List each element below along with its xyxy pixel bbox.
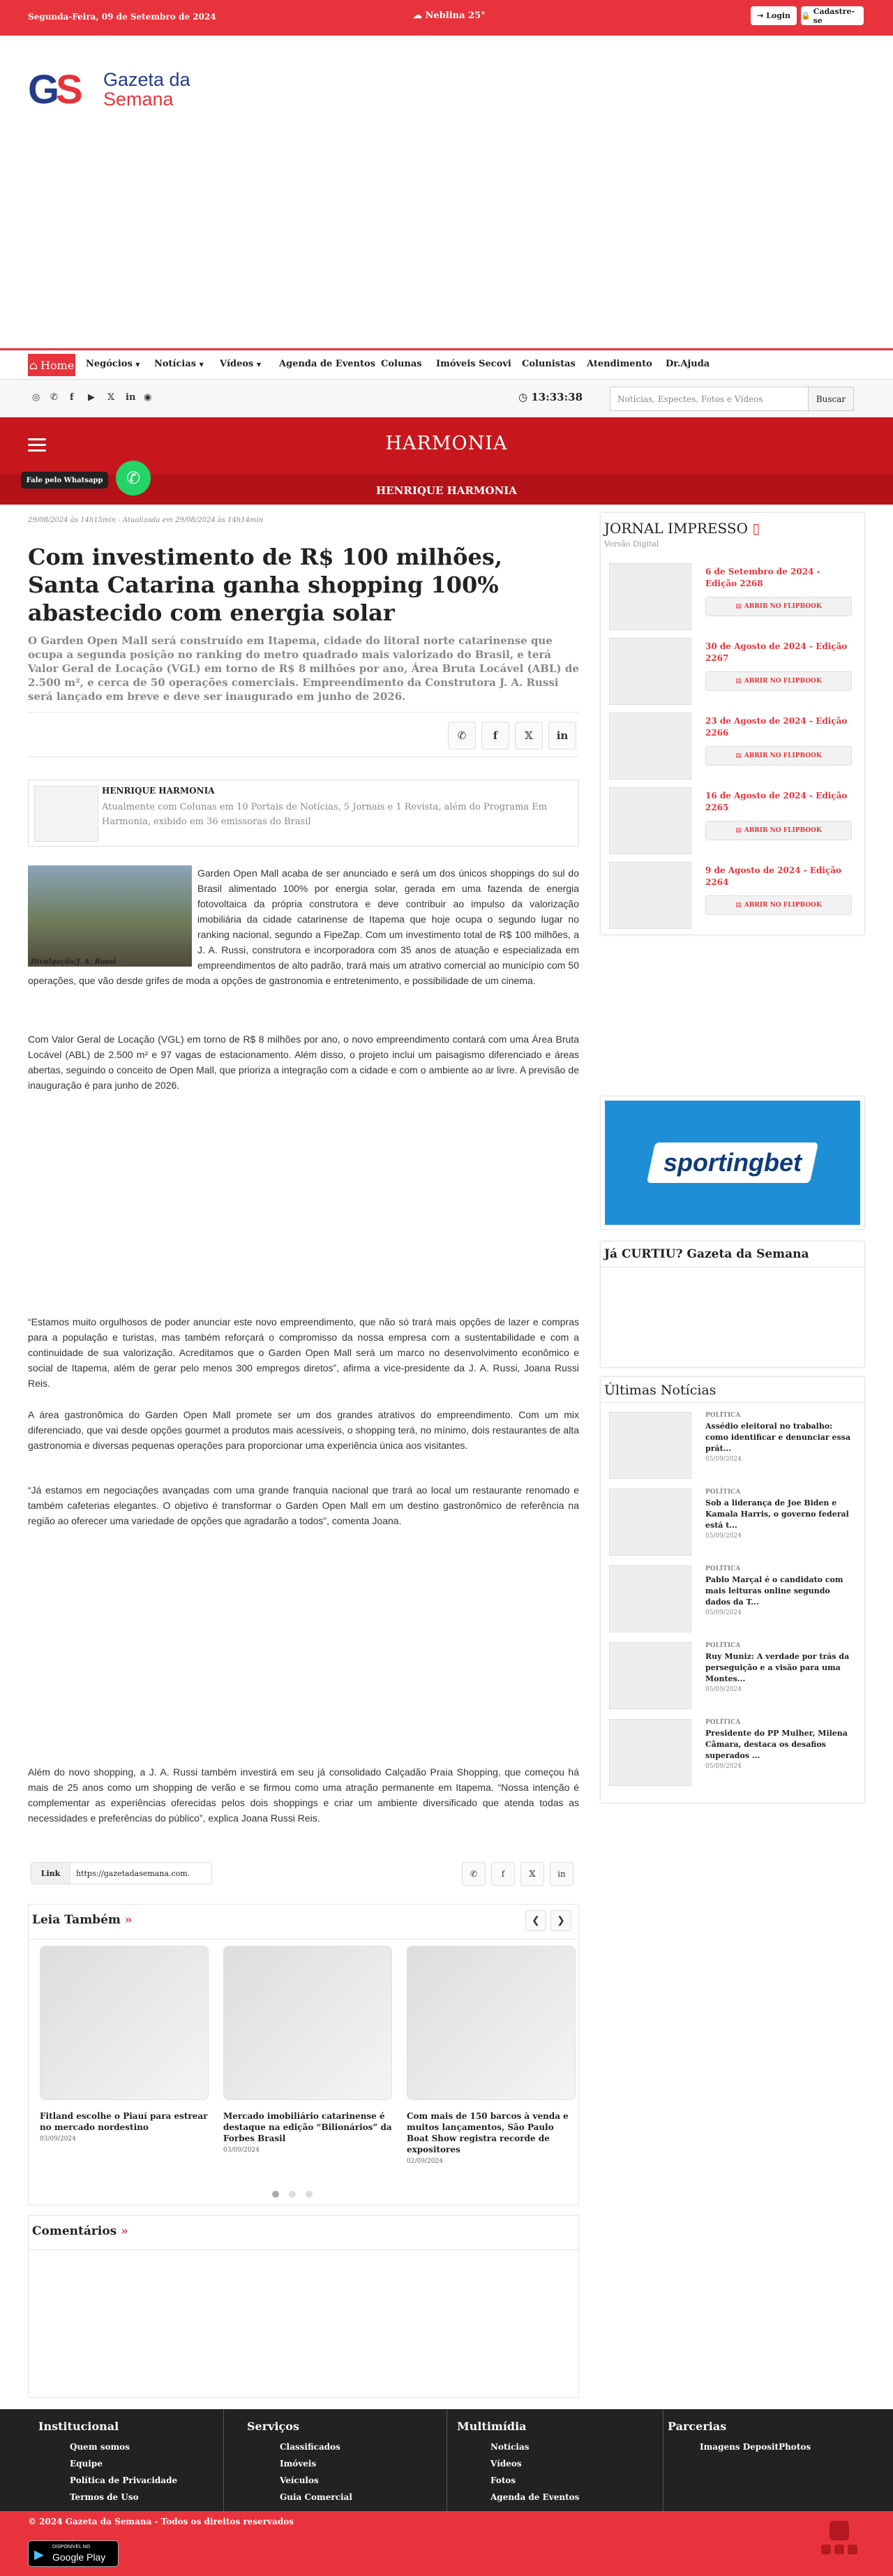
news-category: POLÍTICA [705, 1565, 741, 1572]
article-paragraph-1 [28, 865, 579, 988]
footer-col-title: Serviços [247, 2420, 299, 2433]
apps-icon[interactable] [848, 2545, 857, 2554]
paragraph-text: Garden Open Mall acaba de ser anunciado e será um dos únicos shoppings do sul do Brasil alimentado 100% por energia solar, gerada em uma fazenda de energia fotovoltaica da própria construtora e deve contribuir ao impulso da valorização imobiliária da cidade catarinense de Itapema que hoje ocupa o segundo lugar no ranking nacional, segundo a FipeZap. Com um investimento total de R$ 100 milhões, a J. A. Russi, construtora e incorporadora com 35 anos de atuação e especializada em empreendimentos de alto padrão, trará mais um atrativo comercial ao município com 50 operações, que vão desde grifes de moda a opções de gastronomia e entretenimento, e possibilidade de um cinema. [28, 868, 579, 986]
carousel-dot[interactable] [306, 2191, 313, 2198]
edition-item[interactable] [609, 713, 853, 780]
link-label: Link [31, 1863, 70, 1884]
article-paragraph-6: Além do novo shopping, a J. A. Russi também investirá em seu já consolidado Calçadão Praia Shopping, que começou há mais de 25 anos como um shopping de verão e se firmou como uma atração permanente em Itapema. “Nossa intenção é complementar as experiências oferecidas pelos dois shoppings e criar um ambiente diversificado que atenda todas as necessidades e preferências do público”, explica Joana Russi Reis. [28, 1766, 579, 1824]
nav-noticias[interactable] [154, 359, 204, 369]
footer-link[interactable]: Classificados [280, 2442, 340, 2452]
comments-title-text: Comentários [32, 2224, 117, 2238]
footer-link[interactable]: Imóveis [280, 2459, 317, 2469]
footer-link[interactable]: Quem somos [70, 2442, 130, 2452]
nav-colunistas[interactable]: Colunistas [522, 359, 576, 369]
flipbook-label: ABRIR NO FLIPBOOK [744, 678, 822, 685]
related-image [223, 1946, 392, 2100]
nav-imoveis[interactable]: Imóveis Secovi [436, 359, 511, 369]
news-title: Presidente do PP Mulher, Milena Câmara, destaca os desafios superados ... [705, 1729, 848, 1760]
sub-bar [0, 380, 893, 417]
linkedin-icon: in [556, 729, 569, 742]
jornal-impresso-box [600, 512, 865, 935]
news-item[interactable] [609, 1719, 853, 1786]
news-title: Pablo Marçal é o candidato com mais leituras online segundo dados da T... [705, 1575, 843, 1607]
article-paragraph-4: A área gastronômica do Garden Open Mall promete ser um dos grandes atrativos do empreendimento. Com um mix diferenciado, que vai desde opções gourmet a produtos mais acessíveis, o shopping terá, no mínimo, dois restaurantes de alta gastronomia e diversas pequenas operações para proporcionar uma experiência única aos visitantes. [28, 1409, 579, 1451]
linkedin-icon: in [557, 1869, 566, 1879]
copyright: © 2024 Gazeta da Semana - Todos os direitos reservados [28, 2517, 294, 2526]
share-linkedin[interactable] [548, 722, 576, 750]
share-facebook[interactable] [491, 1862, 515, 1886]
edition-cover [609, 563, 691, 630]
author-box [28, 780, 579, 847]
edition-title: 9 de Agosto de 2024 - Edição 2264 [705, 865, 842, 887]
mobile-icon: ▯ [752, 520, 760, 537]
ad-box [600, 1096, 865, 1230]
carousel-prev-button[interactable] [525, 1910, 546, 1931]
article-meta: 29/08/2024 às 14h15min - Atualizada em 29/08/2024 às 14h14min [28, 516, 264, 524]
edition-title: 6 de Setembro de 2024 - Edição 2268 [705, 567, 820, 588]
facebook-icon: f [501, 1869, 505, 1879]
column-title: HARMONIA [385, 433, 508, 454]
search-button[interactable]: Buscar [808, 387, 854, 411]
related-card-title: Fitland escolhe o Piauí para estrear no mercado nordestino [40, 2111, 208, 2132]
file-icon: ▤ [735, 902, 742, 909]
ad-logo [647, 1142, 818, 1183]
related-image [40, 1946, 209, 2100]
instagram-icon[interactable]: ◎ [32, 392, 40, 403]
related-card-date: 03/09/2024 [223, 2147, 260, 2154]
news-thumb [609, 1642, 691, 1709]
divider [601, 1402, 864, 1403]
news-title: Sob a liderança de Joe Biden e Kamala Harris, o governo federal está t... [705, 1498, 849, 1530]
news-thumb [609, 1412, 691, 1479]
weather [413, 10, 486, 21]
weather-text: Neblina 25° [425, 10, 486, 21]
lock-icon: 🔒 [801, 11, 811, 20]
apps-icon[interactable] [821, 2545, 831, 2554]
double-chevron-icon: » [124, 1913, 133, 1927]
column-host: HENRIQUE HARMONIA [376, 484, 517, 497]
article-paragraph-5: “Já estamos em negociações avançadas com uma grande franquia nacional que trará ao local um restaurante renomado e também cafeterias elegantes. O objetivo é transformar o Garden Open Mall em um destino gastronômico de referência na região ao oferecer uma variedade de opções que agradarão a todos”, comenta Joana. [28, 1484, 579, 1526]
logo-text-line1: Gazeta da [103, 69, 190, 90]
news-item[interactable] [609, 1642, 853, 1709]
cloud-icon: ☁ [413, 10, 422, 21]
top-bar [0, 0, 893, 36]
current-date: Segunda-Feira, 09 de Setembro de 2024 [28, 12, 216, 22]
news-thumb [609, 1719, 691, 1786]
nav-label: Vídeos [220, 359, 254, 369]
menu-icon[interactable] [28, 438, 46, 452]
whatsapp-icon: ✆ [126, 468, 141, 488]
main-nav [0, 348, 893, 380]
flipbook-button[interactable] [705, 895, 852, 915]
edition-cover [609, 638, 691, 705]
whatsapp-icon[interactable]: ✆ [50, 392, 58, 403]
related-card[interactable] [223, 1946, 392, 2154]
related-card-title: Com mais de 150 barcos à venda e muitos lançamentos, São Paulo Boat Show registra recorde de expositores [407, 2111, 569, 2154]
file-icon: ▤ [735, 678, 742, 685]
logo-text-line2: Semana [103, 89, 174, 110]
news-thumb [609, 1565, 691, 1632]
comments-title [32, 2224, 128, 2238]
related-card-date: 02/09/2024 [407, 2158, 443, 2165]
article-title: Com investimento de R$ 100 milhões, Santa Catarina ganha shopping 100% abastecido com energia solar [28, 544, 502, 626]
news-date: 05/09/2024 [705, 1686, 742, 1693]
svg-text:S: S [56, 67, 83, 112]
nav-home-label: Home [40, 358, 75, 372]
flipbook-button[interactable] [705, 746, 852, 766]
edition-cover [609, 862, 691, 929]
news-date: 05/09/2024 [705, 1533, 742, 1540]
register-button[interactable] [801, 6, 864, 25]
link-box [31, 1862, 212, 1884]
footer-link[interactable]: Guia Comercial [280, 2492, 352, 2502]
nav-drajuda[interactable]: Dr.Ajuda [666, 359, 710, 369]
footer-col [223, 2409, 446, 2511]
news-date: 05/09/2024 [705, 1763, 742, 1770]
footer-link[interactable]: Agenda de Eventos [490, 2492, 580, 2502]
flipbook-button[interactable] [705, 671, 852, 691]
login-icon: ⇥ [756, 11, 764, 20]
carousel-dot[interactable] [289, 2191, 296, 2198]
news-item[interactable] [609, 1489, 853, 1556]
footer-link[interactable]: Equipe [70, 2459, 103, 2469]
news-item[interactable] [609, 1565, 853, 1632]
play-icon: ▶ [34, 2547, 44, 2562]
footer-link[interactable]: Termos de Uso [70, 2492, 139, 2502]
footer-col-title: Parcerias [668, 2420, 727, 2433]
flipbook-button[interactable] [705, 597, 852, 616]
flipbook-label: ABRIR NO FLIPBOOK [744, 902, 822, 909]
bottom-bar [0, 2511, 893, 2576]
facebook-icon[interactable]: f [70, 392, 74, 403]
footer-link[interactable]: Imagens DepositPhotos [700, 2442, 811, 2452]
author-avatar [34, 786, 98, 842]
footer-link[interactable]: Política de Privacidade [70, 2476, 178, 2485]
search-input[interactable]: Notícias, Espectes, Fotos e Vídeos [610, 387, 809, 411]
news-title: Ruy Muniz: A verdade por trás da perseguição e a visão para uma Montes... [705, 1652, 850, 1683]
related-title-text: Leia Também [32, 1913, 121, 1927]
caret-down-icon: ▼ [256, 361, 262, 368]
footer-link[interactable]: Veículos [280, 2476, 319, 2485]
news-item[interactable] [609, 1412, 853, 1479]
apps-icon[interactable] [834, 2545, 844, 2554]
share-x[interactable] [515, 722, 543, 750]
news-category: POLÍTICA [705, 1412, 741, 1419]
nav-negocios[interactable] [86, 359, 140, 369]
edition-title: 16 de Agosto de 2024 - Edição 2265 [705, 791, 848, 812]
nav-label: Negócios [86, 359, 133, 369]
footer-col [0, 2409, 223, 2511]
carousel-dot-active[interactable] [272, 2191, 279, 2198]
whatsapp-icon: ✆ [470, 1869, 478, 1879]
edition-cover [609, 713, 691, 780]
nav-home[interactable] [28, 354, 75, 376]
news-category: POLÍTICA [705, 1489, 741, 1496]
flipbook-label: ABRIR NO FLIPBOOK [744, 752, 822, 759]
youtube-icon[interactable]: ▶ [88, 392, 95, 403]
edition-title: 30 de Agosto de 2024 - Edição 2267 [705, 641, 848, 663]
home-icon: ⌂ [29, 358, 38, 372]
edition-item[interactable] [609, 563, 853, 630]
share-linkedin[interactable] [550, 1862, 573, 1886]
article-paragraph-3: “Estamos muito orgulhosos de poder anunciar este novo empreendimento, que não só trará mais opções de lazer e compras para a população e turistas, mas também reforçará o compromisso da nossa empresa com a sustentabilidade e com a continuidade de sua valorização. Acreditamos que o Garden Open Mall será um marco no desenvolvimento econômico e social de Itapema, além de gerar pelo menos 300 empregos diretos”, afirma a vice-presidente da J. A. Russi, Joana Russi Reis. [28, 1316, 579, 1389]
facebook-icon: f [493, 729, 498, 742]
nav-atendimento[interactable]: Atendimento [587, 359, 652, 369]
nav-label: Notícias [154, 359, 197, 369]
flipbook-label: ABRIR NO FLIPBOOK [744, 827, 822, 834]
footer-col [663, 2409, 893, 2511]
caret-down-icon: ▼ [135, 361, 140, 368]
related-card-title: Mercado imobiliário catarinense é destaque na edição “Bilionários” da Forbes Brasil [223, 2111, 392, 2143]
store-small-text: DISPONÍVEL NO [52, 2545, 91, 2549]
news-title: Assédio eleitoral no trabalho: como identificar e denunciar essa prát... [705, 1422, 851, 1453]
news-category: POLÍTICA [705, 1719, 741, 1726]
nav-agenda[interactable]: Agenda de Eventos [279, 359, 376, 369]
news-category: POLÍTICA [705, 1642, 741, 1649]
x-icon: 𝕏 [529, 1869, 536, 1879]
google-play-badge[interactable] [28, 2540, 119, 2567]
footer-link[interactable]: Vídeos [490, 2459, 522, 2469]
footer-link[interactable]: Notícias [490, 2442, 530, 2452]
curtiu-title: Já CURTIU? Gazeta da Semana [604, 1247, 809, 1261]
file-icon: ▤ [735, 827, 742, 834]
article-paragraph-2: Com Valor Geral de Locação (VGL) em torno de R$ 8 milhões por ano, o novo empreendimento contará com uma Área Bruta Locável (ABL) de 2.500 m² e 97 vagas de estacionamento. Além disso, o projeto inclui um paisagismo diferenciado e áreas abertas, seguindo o conceito de Open Mall, que prioriza a integração com a cidade e com o ambiente ao ar livre. A previsão de inauguração é para junho de 2026. [28, 1034, 579, 1091]
login-label: Login [766, 11, 791, 20]
news-date: 05/09/2024 [705, 1456, 742, 1463]
whatsapp-float-button[interactable] [116, 461, 151, 496]
jornal-title-text: JORNAL IMPRESSO [604, 520, 748, 537]
clock-icon: ◷ [518, 391, 528, 403]
jornal-subtitle: Versão Digital [604, 539, 659, 549]
related-title [32, 1913, 132, 1927]
edition-item[interactable] [609, 862, 853, 929]
author-bio: Atualmente com Colunas em 10 Portais de Notícias, 5 Jornais e 1 Revista, além do Programa Em Harmonia, exibido em 36 emissoras do Brasil [102, 802, 548, 827]
edition-cover [609, 787, 691, 854]
whatsapp-label[interactable]: Fale pelo Whatsapp [21, 472, 108, 489]
footer-link[interactable]: Fotos [490, 2476, 516, 2485]
flipbook-label: ABRIR NO FLIPBOOK [744, 603, 822, 610]
related-image [407, 1946, 576, 2100]
whatsapp-icon: ✆ [457, 729, 467, 742]
caret-down-icon: ▼ [199, 361, 204, 368]
chat-icon[interactable] [830, 2521, 849, 2540]
divider [29, 2249, 580, 2250]
rss-icon[interactable]: ◉ [144, 392, 152, 403]
photo-spacer [28, 865, 197, 970]
file-icon: ▤ [735, 752, 742, 759]
clock [518, 391, 583, 403]
author-name[interactable]: HENRIQUE HARMONIA [102, 786, 215, 796]
edition-title: 23 de Agosto de 2024 - Edição 2266 [705, 716, 848, 738]
chevron-right-icon: ❯ [557, 1915, 565, 1926]
link-url[interactable]: https://gazetadasemana.com. [76, 1868, 190, 1878]
double-chevron-icon: » [121, 2224, 128, 2238]
sportingbet-ad[interactable] [605, 1101, 860, 1225]
edition-item[interactable] [609, 787, 853, 854]
footer-col-title: Institucional [38, 2420, 119, 2433]
share-whatsapp[interactable] [462, 1862, 486, 1886]
share-whatsapp[interactable] [448, 722, 476, 750]
related-card[interactable] [40, 1946, 209, 2143]
share-facebook[interactable] [481, 722, 509, 750]
clock-time: 13:33:38 [531, 391, 583, 403]
news-thumb [609, 1489, 691, 1556]
x-icon[interactable]: 𝕏 [107, 392, 115, 403]
store-big-text: Google Play [52, 2552, 106, 2563]
nav-colunas[interactable]: Colunas [381, 359, 422, 369]
x-icon: 𝕏 [525, 729, 533, 742]
login-button[interactable] [751, 6, 797, 25]
footer-col-title: Multimídia [457, 2420, 527, 2433]
facebook-box [600, 1241, 865, 1368]
article-lead: O Garden Open Mall será construído em Itapema, cidade do litoral norte catarinense que ocupa a segunda posição no ranking do metro quadrado mais valorizado do Brasil, e terá Valor Geral de Locação (VGL) em torno de R$ 8 milhões por ano, Área Bruta Locável (ABL) de 2.500 m², e cerca de 50 operações comerciais. Empreendimento da Construtora J. A. Russi será lançado em breve e deve ser inaugurado em junho de 2026. [28, 634, 579, 703]
register-label: Cadastre-se [813, 6, 855, 25]
chevron-left-icon: ❮ [532, 1915, 540, 1926]
nav-videos[interactable] [220, 359, 261, 369]
share-x[interactable] [520, 1862, 544, 1886]
svg-text:G: G [28, 67, 60, 112]
edition-item[interactable] [609, 638, 853, 705]
related-card-date: 03/09/2024 [40, 2136, 76, 2143]
latest-news-box [600, 1376, 865, 1803]
carousel-next-button[interactable] [550, 1910, 571, 1931]
photo-caption: Divulgação/J. A. Russi [31, 958, 116, 966]
latest-news-title: Últimas Notícias [604, 1383, 716, 1398]
file-icon: ▤ [735, 603, 742, 610]
divider [29, 1939, 580, 1940]
ad-brand: sportingbet [663, 1148, 802, 1177]
flipbook-button[interactable] [705, 821, 852, 840]
site-logo[interactable] [28, 67, 209, 112]
news-date: 05/09/2024 [705, 1609, 742, 1616]
footer [0, 2409, 893, 2511]
divider [28, 712, 579, 713]
jornal-title [604, 520, 760, 537]
related-card[interactable] [407, 1946, 576, 2165]
comments-section [28, 2215, 579, 2398]
footer-col [446, 2409, 663, 2511]
linkedin-icon[interactable]: in [126, 392, 136, 403]
